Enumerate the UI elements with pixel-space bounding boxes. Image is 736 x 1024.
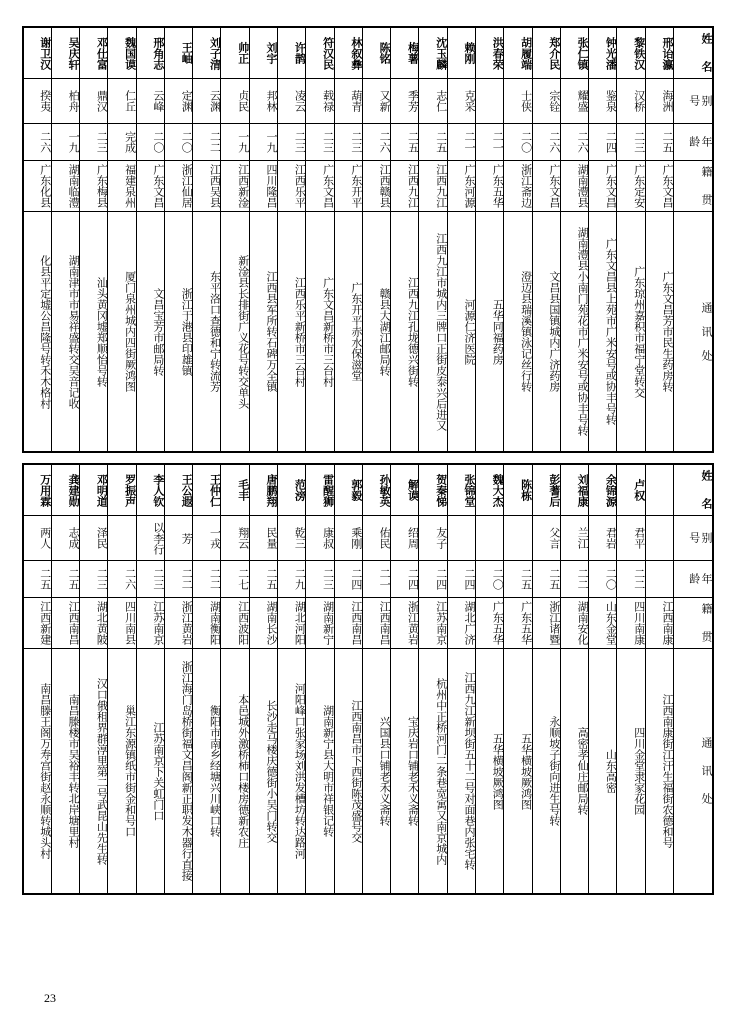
cell-native: 广东文昌	[589, 161, 617, 212]
cell-age: 二二	[617, 561, 645, 598]
cell-age: 二三	[306, 124, 334, 161]
cell-native: 湖南新宁	[306, 598, 334, 649]
cell-name: 钟光潘	[589, 27, 617, 79]
cell-address: 江西九江市城内三牌口正街皮泰兴后进又	[419, 212, 447, 453]
cell-name: 王仲仁	[193, 464, 221, 516]
cell-address: 山东高密	[589, 649, 617, 895]
cell-address: 江西九江新坝街五十二号对面巷内张宅转	[447, 649, 475, 895]
cell-address: 四川金堂隶家花园	[617, 649, 645, 895]
cell-alias	[447, 516, 475, 561]
cell-alias	[476, 79, 504, 124]
cell-age: 二二	[193, 124, 221, 161]
cell-age: 二二	[193, 561, 221, 598]
cell-alias: 揆夷	[23, 79, 51, 124]
cell-name	[645, 464, 673, 516]
page-number: 23	[44, 991, 56, 1005]
cell-alias: 仁丘	[108, 79, 136, 124]
cell-name: 陈铭	[362, 27, 390, 79]
cell-name: 洪春荣	[476, 27, 504, 79]
cell-age: 二九	[278, 561, 306, 598]
table-row-name-top	[23, 27, 713, 79]
cell-alias: 贞民	[221, 79, 249, 124]
cell-alias: 志仁	[419, 79, 447, 124]
cell-alias: 友子	[419, 516, 447, 561]
cell-alias: 宗铨	[532, 79, 560, 124]
cell-age: 二四	[334, 561, 362, 598]
cell-address: 南昌滕王阁万寿宫街赵永顺转城头村	[23, 649, 51, 895]
cell-name: 郑介民	[532, 27, 560, 79]
table-row-address-top	[23, 212, 713, 453]
cell-age: 二〇	[136, 124, 164, 161]
cell-native: 四川南县	[108, 598, 136, 649]
cell-native: 江西九江	[419, 161, 447, 212]
cell-age: 二四	[391, 561, 419, 598]
cell-name: 张锦堂	[447, 464, 475, 516]
cell-alias: 凌云	[278, 79, 306, 124]
cell-name: 邓仕富	[80, 27, 108, 79]
cell-native: 浙江仙居	[164, 161, 192, 212]
cell-native: 湖南安化	[560, 598, 588, 649]
cell-age: 二六	[23, 124, 51, 161]
row-header-address: 通 讯 处	[674, 649, 714, 895]
cell-native: 广东五华	[476, 598, 504, 649]
cell-address: 澄迈县瑞溪镇泳记丝行转	[504, 212, 532, 453]
cell-address: 湖南津市市易祥盛转交吴音记收	[51, 212, 79, 453]
cell-native: 广东五华	[504, 598, 532, 649]
cell-native: 江西乐平	[278, 161, 306, 212]
cell-alias: 克采	[447, 79, 475, 124]
cell-name: 吴庆轩	[51, 27, 79, 79]
cell-address: 湖南澧县小南门苑花市广米安号或协丰号转	[560, 212, 588, 453]
cell-age: 二四	[589, 124, 617, 161]
cell-native: 湖北黄陂	[80, 598, 108, 649]
cell-address: 新淦县长排街广义花号转交单头	[221, 212, 249, 453]
cell-native: 江西波阳	[221, 598, 249, 649]
cell-address: 长沙走马楼庆德街小吴门转交	[249, 649, 277, 895]
table-row-name-bottom	[23, 464, 713, 516]
cell-address: 广东文昌芳市民生药房转	[645, 212, 673, 453]
cell-age: 二四	[419, 561, 447, 598]
cell-alias: 翔云	[221, 516, 249, 561]
cell-native: 江西九江	[391, 161, 419, 212]
roster-table-top	[22, 26, 714, 453]
cell-name: 贺秦悌	[419, 464, 447, 516]
cell-alias: 士侠	[504, 79, 532, 124]
cell-alias: 民量	[249, 516, 277, 561]
cell-age: 二五	[419, 124, 447, 161]
cell-address: 江西县军所转石碑万全镇	[249, 212, 277, 453]
cell-name: 范滂	[278, 464, 306, 516]
table-row-age-top	[23, 124, 713, 161]
cell-name: 魏大杰	[476, 464, 504, 516]
cell-native: 山东金堂	[589, 598, 617, 649]
cell-age: 二一	[447, 124, 475, 161]
row-header-native: 籍 贯	[674, 161, 714, 212]
cell-native: 湖南衡阳	[193, 598, 221, 649]
cell-address: 江苏南京下关虹门口	[136, 649, 164, 895]
cell-alias	[108, 516, 136, 561]
cell-age: 二五	[23, 561, 51, 598]
cell-age: 二〇	[589, 561, 617, 598]
cell-address: 赣县大湖江邮局转	[362, 212, 390, 453]
cell-alias: 君岩	[589, 516, 617, 561]
cell-age: 二一	[362, 561, 390, 598]
cell-native: 四川南康	[617, 598, 645, 649]
cell-age: 二三	[80, 561, 108, 598]
cell-native: 湖南临澧	[51, 161, 79, 212]
cell-alias: 乾三	[278, 516, 306, 561]
cell-address: 浙江海门岛桥街福文昌阁新正职发木器行直接	[164, 649, 192, 895]
cell-name: 邢角志	[136, 27, 164, 79]
cell-alias: 海洲	[645, 79, 673, 124]
cell-alias: 云峰	[136, 79, 164, 124]
cell-name: 赖刚	[447, 27, 475, 79]
cell-name: 刘宇	[249, 27, 277, 79]
cell-age: 二五	[504, 561, 532, 598]
cell-name: 符汉民	[306, 27, 334, 79]
cell-address: 杭州中正桥河门二条巷宽寓又南京城内	[419, 649, 447, 895]
cell-age: 二四	[447, 561, 475, 598]
cell-alias: 一戎	[193, 516, 221, 561]
row-header-age: 年 龄	[674, 561, 714, 598]
cell-native: 江西新淦	[221, 161, 249, 212]
cell-native: 广东文昌	[136, 161, 164, 212]
row-header-name: 姓 名	[674, 464, 714, 516]
cell-address: 汉口俄租界群淳里第二号武昆山先生转	[80, 649, 108, 895]
table-row-alias-bottom	[23, 516, 713, 561]
cell-address: 文昌宝芳市邮局转	[136, 212, 164, 453]
table-row-native-bottom	[23, 598, 713, 649]
cell-age: 二三	[334, 124, 362, 161]
cell-native: 江西南昌	[362, 598, 390, 649]
cell-address: 广东文昌县上苑市广米安号或协丰号转	[589, 212, 617, 453]
cell-alias: 耀盛	[560, 79, 588, 124]
cell-address: 江西乐平新桥市三台村	[278, 212, 306, 453]
cell-native: 广东五华	[476, 161, 504, 212]
cell-alias: 柏舟	[51, 79, 79, 124]
row-header-alias: 别 号	[674, 516, 714, 561]
cell-alias: 邦林	[249, 79, 277, 124]
cell-address: 广东文昌新桥市三台村	[306, 212, 334, 453]
cell-name: 唐鹏翔	[249, 464, 277, 516]
cell-address: 文昌县国镇城内广济药房	[532, 212, 560, 453]
cell-name: 余锦源	[589, 464, 617, 516]
cell-native: 广东河源	[447, 161, 475, 212]
cell-alias: 云渊	[193, 79, 221, 124]
cell-name: 彭蓍后	[532, 464, 560, 516]
cell-alias: 父言	[532, 516, 560, 561]
cell-address: 永顺坡子街向进生号转	[532, 649, 560, 895]
row-header-name: 姓 名	[674, 27, 714, 79]
cell-name: 刘子清	[193, 27, 221, 79]
cell-native: 浙江诸暨	[532, 598, 560, 649]
cell-address: 南昌滕楼市吴裕丰转北岸塘里村	[51, 649, 79, 895]
cell-alias: 定渊	[164, 79, 192, 124]
cell-age: 二五	[532, 561, 560, 598]
cell-name: 万用霖	[23, 464, 51, 516]
cell-address: 巢江东源镇纸市街金和号口	[108, 649, 136, 895]
cell-age: 二六	[362, 124, 390, 161]
cell-age: 二七	[221, 561, 249, 598]
cell-alias: 康叔	[306, 516, 334, 561]
cell-age	[645, 561, 673, 598]
cell-address: 五华横坡厥鸿图	[476, 649, 504, 895]
cell-alias	[645, 516, 673, 561]
cell-name: 邓明道	[80, 464, 108, 516]
cell-address: 广东开平赤水保滋堂	[334, 212, 362, 453]
cell-address: 河阳峰口张家场刘洪发槽坊转达路河	[278, 649, 306, 895]
cell-name: 陈栋	[504, 464, 532, 516]
cell-native: 广东开平	[334, 161, 362, 212]
cell-address: 本邑城外激桥柿口楼房德新农庄	[221, 649, 249, 895]
cell-native: 广东定安	[617, 161, 645, 212]
cell-age: 完成	[108, 124, 136, 161]
cell-alias: 鉴泉	[589, 79, 617, 124]
table-row-native-top	[23, 161, 713, 212]
cell-native: 江西南康	[645, 598, 673, 649]
row-header-alias: 别 号	[674, 79, 714, 124]
cell-address: 五华同福药房	[476, 212, 504, 453]
cell-name: 李人钦	[136, 464, 164, 516]
cell-name: 沈玉麟	[419, 27, 447, 79]
cell-age: 二五	[391, 124, 419, 161]
cell-name: 郭毅	[334, 464, 362, 516]
cell-name: 许鹊	[278, 27, 306, 79]
table-separator	[22, 453, 714, 463]
cell-alias: 两人	[23, 516, 51, 561]
cell-native: 浙江斋边	[504, 161, 532, 212]
cell-alias: 葫青	[334, 79, 362, 124]
cell-address: 五华横坡厥鸿图	[504, 649, 532, 895]
cell-address: 东平洛口查德和宁转流芳	[193, 212, 221, 453]
table-row-age-bottom	[23, 561, 713, 598]
cell-native: 江西南昌	[334, 598, 362, 649]
cell-alias	[504, 516, 532, 561]
cell-age: 二三	[80, 124, 108, 161]
row-header-address: 通 讯 处	[674, 212, 714, 453]
cell-alias: 佑民	[362, 516, 390, 561]
cell-name: 卢权	[617, 464, 645, 516]
cell-address: 广东琼州嘉积市福宁堂转交	[617, 212, 645, 453]
cell-name: 梅薯	[391, 27, 419, 79]
cell-name: 龚建勋	[51, 464, 79, 516]
cell-alias: 鼎汉	[80, 79, 108, 124]
cell-address: 厦门泉州城内四街厥鸿图	[108, 212, 136, 453]
cell-name: 毛丰	[221, 464, 249, 516]
cell-name: 张仁镇	[560, 27, 588, 79]
cell-native: 湖北河阳	[278, 598, 306, 649]
cell-native: 浙江黄岩	[164, 598, 192, 649]
cell-native: 江西赣县	[362, 161, 390, 212]
cell-name: 解谟	[391, 464, 419, 516]
cell-native: 湖北广济	[447, 598, 475, 649]
cell-alias: 汉桥	[617, 79, 645, 124]
cell-alias: 又新	[362, 79, 390, 124]
cell-age: 二一	[476, 124, 504, 161]
cell-name: 王公遐	[164, 464, 192, 516]
cell-address: 衡阳市南乡经塘兴川峡口转	[193, 649, 221, 895]
cell-native: 江西南昌	[51, 598, 79, 649]
cell-age: 二〇	[504, 124, 532, 161]
cell-name: 刘福康	[560, 464, 588, 516]
cell-name: 魏国谟	[108, 27, 136, 79]
cell-age: 二〇	[164, 124, 192, 161]
cell-age: 二二	[164, 561, 192, 598]
cell-address: 宝庆岩口铺老禾义斋转	[391, 649, 419, 895]
cell-native: 湖南澧县	[560, 161, 588, 212]
cell-age: 一九	[249, 124, 277, 161]
table-row-alias-top	[23, 79, 713, 124]
cell-native: 广东文昌	[306, 161, 334, 212]
cell-age: 一九	[221, 124, 249, 161]
cell-age: 二〇	[476, 561, 504, 598]
cell-alias: 泽民	[80, 516, 108, 561]
cell-native: 广东文昌	[645, 161, 673, 212]
cell-alias: 兰江	[560, 516, 588, 561]
cell-alias: 志成	[51, 516, 79, 561]
cell-age: 一九	[51, 124, 79, 161]
cell-native: 四川隆昌	[249, 161, 277, 212]
table-row-address-bottom	[23, 649, 713, 895]
cell-name: 雷醒狮	[306, 464, 334, 516]
cell-alias: 乘刚	[334, 516, 362, 561]
cell-age: 二三	[306, 561, 334, 598]
cell-address: 河源仁济医院	[447, 212, 475, 453]
cell-name: 罗振声	[108, 464, 136, 516]
cell-name: 林叙彝	[334, 27, 362, 79]
cell-address: 浙江于港县印雄镇	[164, 212, 192, 453]
cell-alias: 季芳	[391, 79, 419, 124]
cell-native: 湖南长沙	[249, 598, 277, 649]
cell-age: 二五	[51, 561, 79, 598]
cell-address: 高密孝仙庄邮局转	[560, 649, 588, 895]
cell-address: 湖南新宁县大明市祥银记转	[306, 649, 334, 895]
cell-age: 二六	[560, 124, 588, 161]
cell-native: 江苏南京	[419, 598, 447, 649]
cell-alias: 君平	[617, 516, 645, 561]
cell-name: 王岫	[164, 27, 192, 79]
cell-address: 江西南康街江汗生福街农德和号	[645, 649, 673, 895]
roster-table-bottom	[22, 463, 714, 895]
cell-address: 汕头黄冈墟郑顺怡号转	[80, 212, 108, 453]
cell-name: 谢卫汉	[23, 27, 51, 79]
cell-age: 二五	[249, 561, 277, 598]
cell-alias: 芳	[164, 516, 192, 561]
cell-address: 江西南昌市下西街陈茂盛号交	[334, 649, 362, 895]
cell-native: 广东文昌	[532, 161, 560, 212]
cell-age: 二五	[645, 124, 673, 161]
cell-name: 胡履端	[504, 27, 532, 79]
cell-native: 福建泉州	[108, 161, 136, 212]
cell-address: 化县平定墟公昌隆号转禾木格村	[23, 212, 51, 453]
cell-native: 浙江黄岩	[391, 598, 419, 649]
cell-address: 江西九江孔垅德兴街转	[391, 212, 419, 453]
cell-age: 二三	[278, 124, 306, 161]
cell-age: 二三	[136, 561, 164, 598]
cell-native: 广东梅县	[80, 161, 108, 212]
cell-name: 孙敏英	[362, 464, 390, 516]
row-header-age: 年 龄	[674, 124, 714, 161]
cell-age: 二二	[560, 561, 588, 598]
cell-age: 二六	[532, 124, 560, 161]
cell-native: 江西新建	[23, 598, 51, 649]
cell-age: 二六	[108, 561, 136, 598]
cell-name: 帅正	[221, 27, 249, 79]
row-header-native: 籍 贯	[674, 598, 714, 649]
cell-native: 江西吴县	[193, 161, 221, 212]
cell-address: 兴国县口铺老禾义斋转	[362, 649, 390, 895]
cell-name: 邢诒瀛	[645, 27, 673, 79]
cell-alias: 载禄	[306, 79, 334, 124]
cell-alias	[476, 516, 504, 561]
cell-native: 江苏南京	[136, 598, 164, 649]
cell-age: 二三	[617, 124, 645, 161]
cell-alias: 以李行	[136, 516, 164, 561]
cell-native: 广东化县	[23, 161, 51, 212]
cell-name: 黎铁汉	[617, 27, 645, 79]
cell-alias: 绍周	[391, 516, 419, 561]
